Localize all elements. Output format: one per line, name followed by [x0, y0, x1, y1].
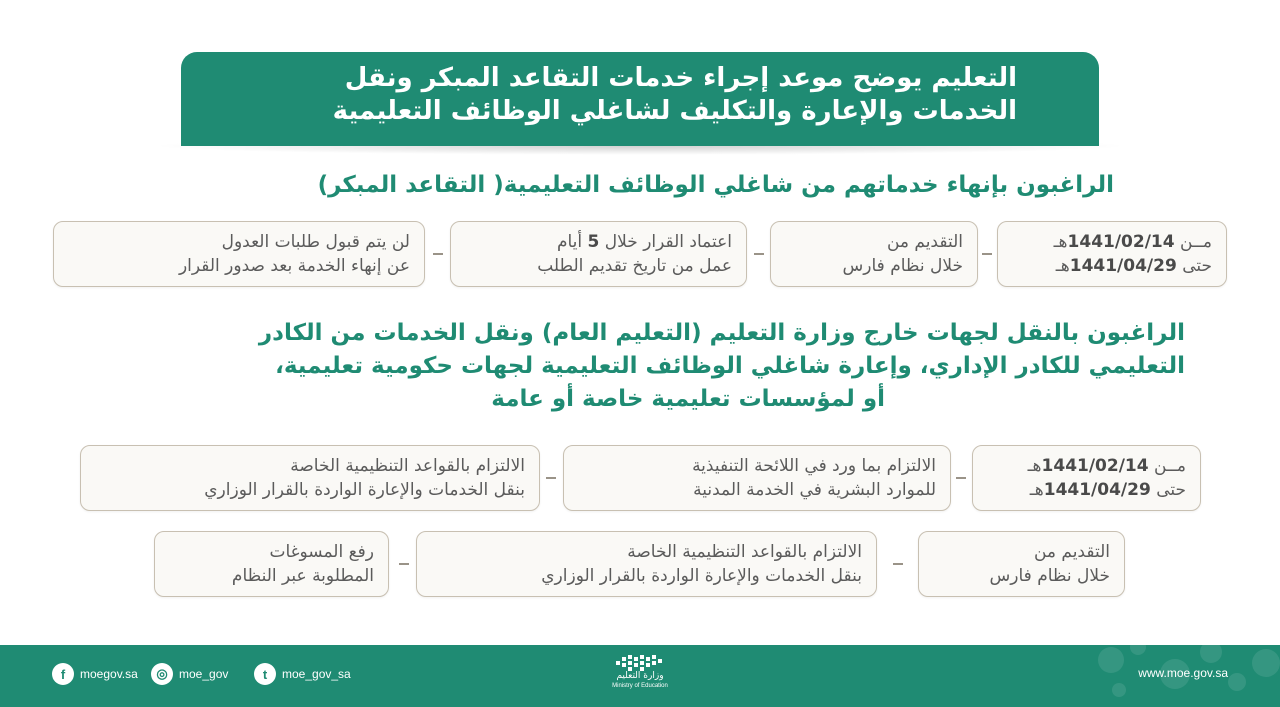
banner-title-line2: الخدمات والإعارة والتكليف لشاغلي الوظائف التعليمية [332, 96, 1017, 126]
approval-text-b: أيام [556, 232, 583, 252]
connector-dash [893, 563, 903, 565]
approval-text-a: اعتماد القرار خلال [604, 232, 732, 252]
connector-dash [982, 253, 992, 255]
footer [0, 645, 1280, 707]
to-suffix: هـ [1029, 480, 1044, 500]
docs-line1: رفع المسوغات [269, 542, 374, 562]
facebook-handle: moegov.sa [80, 667, 138, 681]
to-date: 1441/04/29 [1069, 256, 1177, 276]
instagram-handle: moe_gov [179, 667, 229, 681]
section1-date-box [997, 221, 1227, 287]
from-suffix: هـ [1027, 456, 1042, 476]
footer-decor-dot [1252, 649, 1280, 677]
apply-line2: خلال نظام فارس [989, 566, 1110, 586]
rules2-line1: الالتزام بالقواعد التنظيمية الخاصة [627, 542, 862, 562]
from-label: مــن [1153, 456, 1186, 476]
from-date: 1441/02/14 [1041, 456, 1149, 476]
rules-line2: بنقل الخدمات والإعارة الواردة بالقرار الوزاري [204, 480, 525, 500]
section2-docs-box [154, 531, 389, 597]
header-banner [181, 52, 1099, 146]
exec-line1: الالتزام بما ورد في اللائحة التنفيذية [692, 456, 936, 476]
apply-line2: خلال نظام فارس [842, 256, 963, 276]
section2-heading-line2: التعليمي للكادر الإداري، وإعارة شاغلي الوظائف التعليمية لجهات حكومية تعليمية، [275, 353, 1185, 379]
rules2-line2: بنقل الخدمات والإعارة الواردة بالقرار الوزاري [541, 566, 862, 586]
section2-heading-line3: أو لمؤسسات تعليمية خاصة أو عامة [491, 386, 885, 412]
facebook-link[interactable] [52, 663, 138, 685]
section2-heading-line1: الراغبون بالنقل لجهات خارج وزارة التعليم (التعليم العام) ونقل الخدمات من الكادر [258, 320, 1185, 346]
footer-decor-dot [1112, 683, 1126, 697]
from-date: 1441/02/14 [1067, 232, 1175, 252]
rules-line1: الالتزام بالقواعد التنظيمية الخاصة [290, 456, 525, 476]
section2-heading [259, 317, 1185, 416]
connector-dash [546, 477, 556, 479]
connector-dash [399, 563, 409, 565]
section2-date-box [972, 445, 1201, 511]
logo-english-text: Ministry of Education [612, 683, 668, 689]
date-to-line [987, 478, 1186, 502]
from-suffix: هـ [1053, 232, 1068, 252]
section2-apply-box [918, 531, 1125, 597]
to-suffix: هـ [1055, 256, 1070, 276]
section2-rules-box [80, 445, 540, 511]
footer-decor-dot [1130, 645, 1146, 655]
instagram-link[interactable] [151, 663, 228, 685]
ministry-logo [598, 655, 682, 701]
section1-approval-box [450, 221, 747, 287]
twitter-handle: moe_gov_sa [282, 667, 351, 681]
date-to-line [1012, 254, 1212, 278]
section2-exec-regulation-box [563, 445, 951, 511]
approval-line2: عمل من تاريخ تقديم الطلب [537, 256, 732, 276]
to-date: 1441/04/29 [1043, 480, 1151, 500]
instagram-icon: ◎ [151, 663, 173, 685]
date-from-line [1012, 230, 1212, 254]
approval-days-number: 5 [587, 232, 600, 252]
exec-line2: للموارد البشرية في الخدمة المدنية [693, 480, 936, 500]
facebook-icon: f [52, 663, 74, 685]
no-withdraw-line2: عن إنهاء الخدمة بعد صدور القرار [178, 256, 410, 276]
connector-dash [956, 477, 966, 479]
no-withdraw-line1: لن يتم قبول طلبات العدول [221, 232, 410, 252]
connector-dash [754, 253, 764, 255]
section2-rules-box-2 [416, 531, 877, 597]
footer-decor-dot [1200, 645, 1222, 663]
twitter-link[interactable] [254, 663, 351, 685]
docs-line2: المطلوبة عبر النظام [231, 566, 374, 586]
date-from-line [987, 454, 1186, 478]
website-link[interactable]: www.moe.gov.sa [1138, 666, 1228, 680]
footer-decor-dot [1228, 673, 1246, 691]
connector-dash [433, 253, 443, 255]
from-label: مــن [1179, 232, 1212, 252]
section1-heading: الراغبون بإنهاء خدماتهم من شاغلي الوظائف التعليمية( التقاعد المبكر) [317, 172, 1114, 198]
to-label: حتى [1182, 256, 1212, 276]
section1-apply-box [770, 221, 978, 287]
section1-no-withdraw-box [53, 221, 425, 287]
twitter-icon: t [254, 663, 276, 685]
banner-title-line1: التعليم يوضح موعد إجراء خدمات التقاعد المبكر ونقل [344, 63, 1017, 93]
footer-decor-dot [1098, 647, 1124, 673]
ministry-logo-icon [614, 655, 666, 671]
to-label: حتى [1156, 480, 1186, 500]
apply-line1: التقديم من [1033, 542, 1110, 562]
approval-line1 [465, 230, 732, 254]
logo-arabic-text: وزارة التعليم [616, 671, 664, 681]
apply-line1: التقديم من [886, 232, 963, 252]
